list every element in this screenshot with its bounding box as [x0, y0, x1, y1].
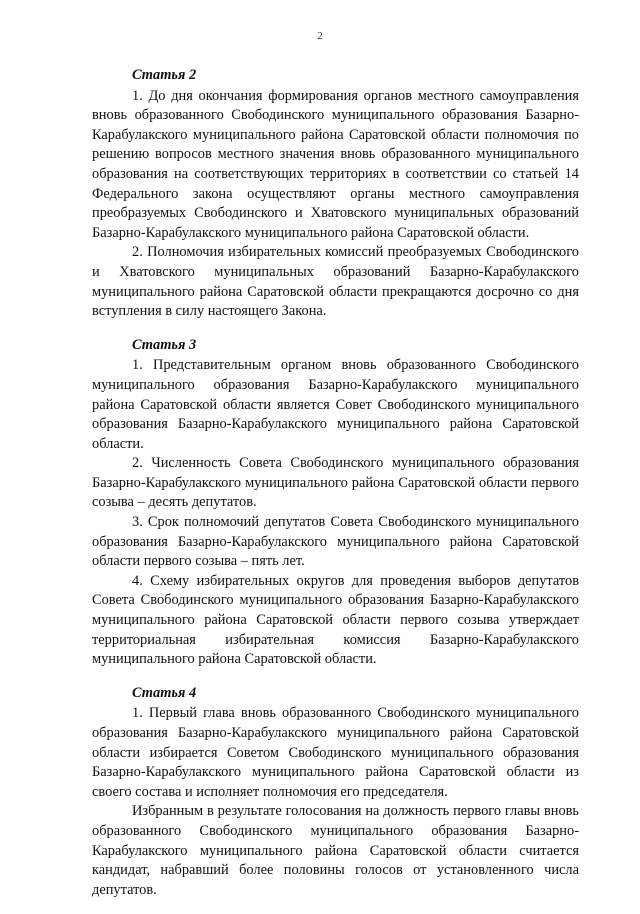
paragraph: 3. Срок полномочий депутатов Совета Свободинского муниципального образования Базарно-Карабулакского муниципального района Саратовской области первого созыва – пять лет.	[92, 514, 579, 570]
paragraph: 2. Численность Совета Свободинского муниципального образования Базарно-Карабулакского муниципального района Саратовской области первого созыва – десять депутатов.	[92, 455, 579, 511]
paragraph: 4. Схему избирательных округов для проведения выборов депутатов Совета Свободинского муниципального образования Базарно-Карабулакского муниципального района Саратовской области первого созыва утверждает территориальная избирательная комиссия Базарно-Карабулакского муниципального района Саратовской области.	[92, 572, 579, 668]
paragraph: 1. Первый глава вновь образованного Свободинского муниципального образования Базарно-Карабулакского муниципального района Саратовской области избирается Советом Свободинского муниципального образования Базарно-Карабулакского муниципального района Саратовской области из своего состава и исполняет полномочия его председателя.	[92, 705, 579, 800]
paragraph: 2. Полномочия избирательных комиссий преобразуемых Свободинского и Хватовского муниципальных образований Базарно-Карабулакского муниципального района Саратовской области прекращаются досрочно со дня вступления в силу настоящего Закона.	[92, 244, 579, 320]
paragraph: 1. До дня окончания формирования органов местного самоуправления вновь образованного Свободинского муниципального образования Базарно-Карабулакского муниципального района Саратовской области полномочия по решению вопросов местного значения вновь образованного муниципального образования на соответствующих территориях в соответствии со статьей 14 Федерального закона осуществляют органы местного самоуправления преобразуемых Свободинского и Хватовского муниципальных образований Базарно-Карабулакского муниципального района Саратовской области.	[92, 87, 579, 241]
article-title: Статья 3	[132, 336, 197, 353]
article-2	[92, 66, 579, 322]
paragraph: 1. Представительным органом вновь образованного Свободинского муниципального образования Базарно-Карабулакского муниципального района Саратовской области является Совет Свободинского муниципального образования Базарно-Карабулакского муниципального района Саратовской области.	[92, 357, 579, 452]
article-title: Статья 4	[132, 684, 197, 701]
paragraph: Избранным в результате голосования на должность первого главы вновь образованного Свободинского муниципального образования Базарно-Карабулакского муниципального района Саратовской области считается кандидат, набравший более половины голосов от установленного числа депутатов.	[92, 803, 579, 898]
article-4	[92, 684, 579, 901]
article-title: Статья 2	[132, 67, 197, 83]
document-body	[92, 66, 579, 914]
article-3	[92, 336, 579, 670]
page-number: 2	[317, 30, 323, 42]
